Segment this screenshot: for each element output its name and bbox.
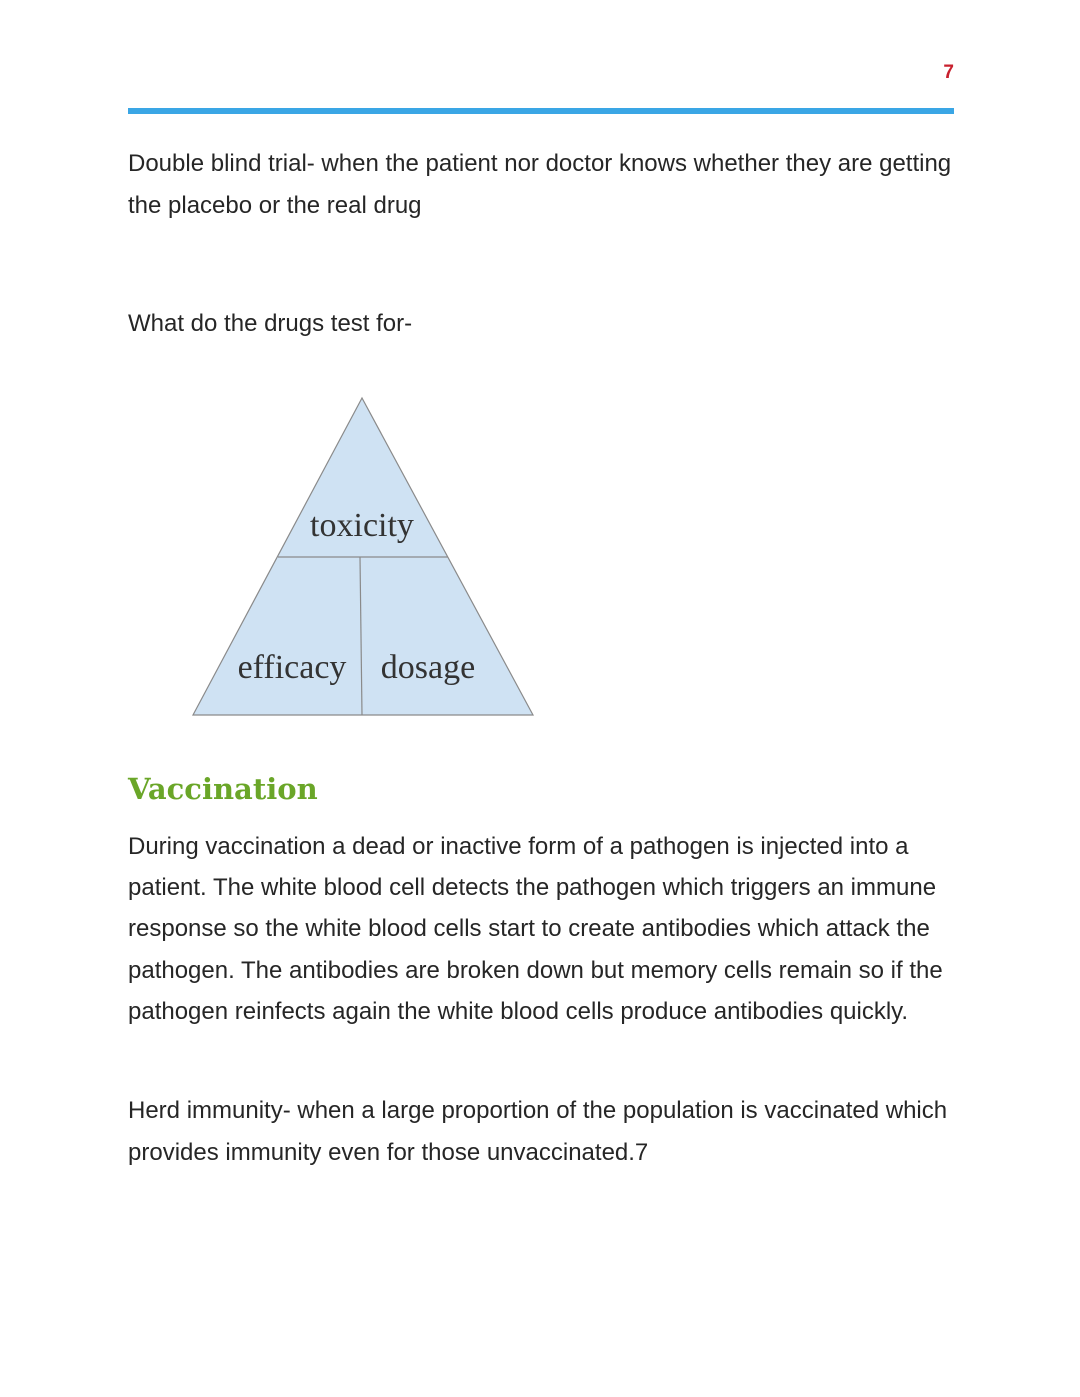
- page-number: 7: [943, 62, 954, 83]
- drug-testing-triangle-diagram: [190, 394, 536, 720]
- vaccination-heading: Vaccination: [128, 772, 318, 806]
- triangle-label-toxicity: toxicity: [310, 507, 414, 544]
- triangle-label-efficacy: efficacy: [237, 649, 347, 686]
- double-blind-definition: Double blind trial- when the patient nor doctor knows whether they are getting the placebo or the real drug: [128, 150, 952, 219]
- vaccination-paragraph: During vaccination a dead or inactive form of a pathogen is injected into a patient. The white blood cell detects the pathogen which triggers an immune response so the white blood cells start to create antibodies which attack the pathogen. The antibodies are broken down but memory cells remain so if the pathogen reinfects again the white blood cells produce antibodies quickly.: [128, 833, 943, 1025]
- triangle-svg: [190, 394, 536, 720]
- triangle-label-dosage: dosage: [380, 649, 476, 686]
- drugs-test-question: What do the drugs test for-: [128, 310, 413, 337]
- herd-immunity-paragraph: Herd immunity- when a large proportion of the population is vaccinated which provides immunity even for those unvaccinated.7: [128, 1097, 948, 1166]
- header-divider: [128, 108, 954, 114]
